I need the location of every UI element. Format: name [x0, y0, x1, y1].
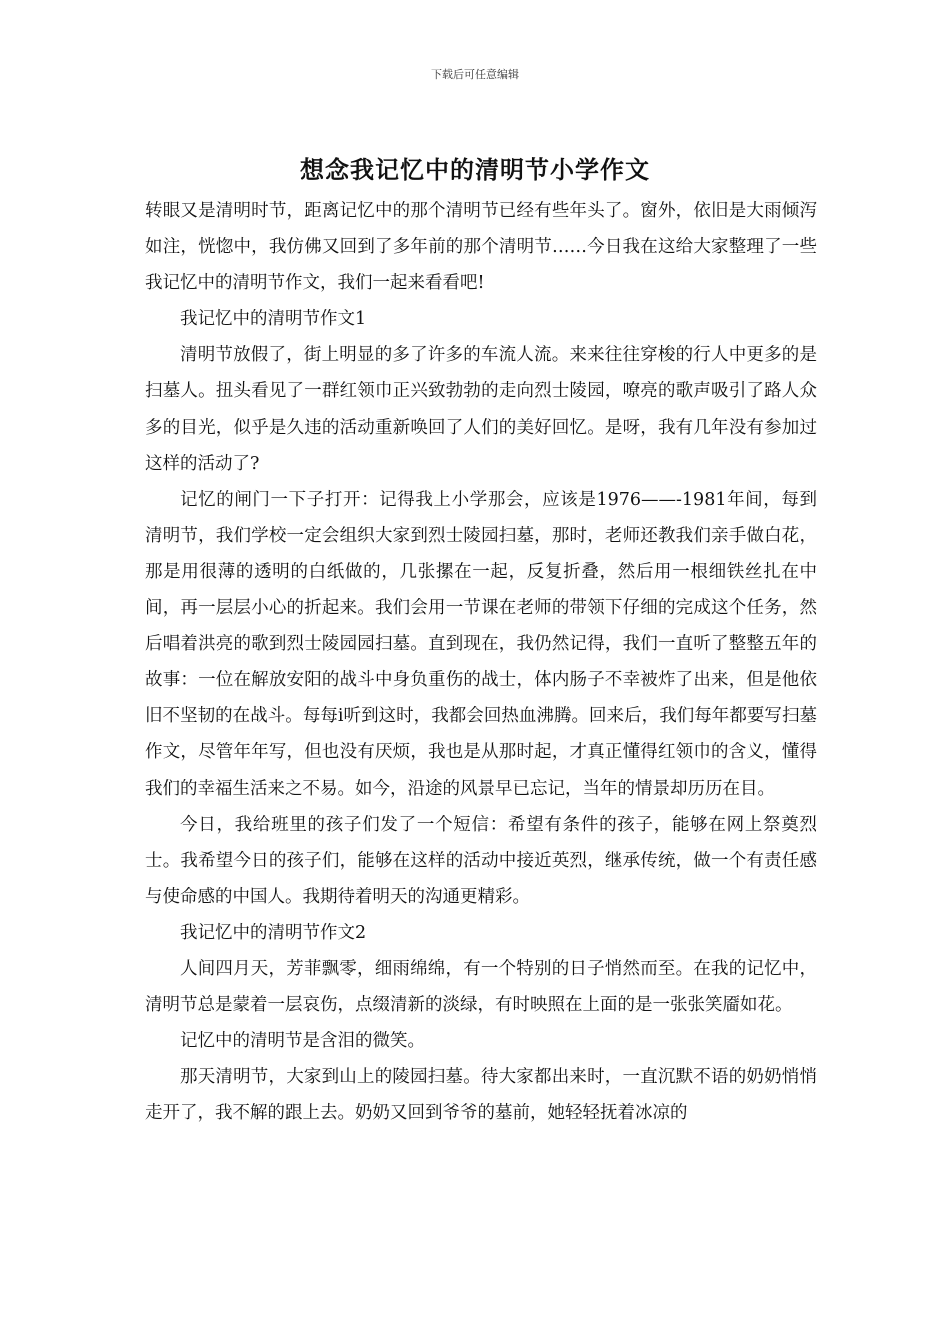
section-heading-1: 我记忆中的清明节作文1: [180, 309, 367, 330]
paragraph: 今日，我给班里的孩子们发了一个短信：希望有条件的孩子，能够在网上祭奠烈士。我希望今日的孩子们，能够在这样的活动中接近英烈，继承传统，做一个有责任感与使命感的中国人。我期待着明天的沟通更精彩。: [145, 814, 817, 907]
paragraph: 清明节放假了，街上明显的多了许多的车流人流。来来往往穿梭的行人中更多的是扫墓人。扭头看见了一群红领巾正兴致勃勃的走向烈士陵园，嘹亮的歌声吸引了路人众多的目光，似乎是久违的活动重新唤回了人们的美好回忆。是呀，我有几年没有参加过这样的活动了?: [145, 345, 817, 474]
document-body: [145, 193, 817, 1131]
intro-paragraph: 转眼又是清明时节，距离记忆中的那个清明节已经有些年头了。窗外，依旧是大雨倾泻如注，恍惚中，我仿佛又回到了多年前的那个清明节……今日我在这给大家整理了一些我记忆中的清明节作文，我们一起来看看吧!: [145, 201, 817, 294]
paragraph: 记忆中的清明节是含泪的微笑。: [180, 1031, 425, 1052]
paragraph: 人间四月天，芳菲飘零，细雨绵绵，有一个特别的日子悄然而至。在我的记忆中，清明节总是蒙着一层哀伤，点缀清新的淡绿，有时映照在上面的是一张张笑靥如花。: [145, 958, 817, 1016]
header-note: 下载后可任意编辑: [431, 68, 519, 81]
document-title: 想念我记忆中的清明节小学作文: [300, 156, 650, 184]
paragraph: 记忆的闸门一下子打开：记得我上小学那会，应该是1976——-1981年间，每到清明节，我们学校一定会组织大家到烈士陵园扫墓，那时，老师还教我们亲手做白花，那是用很薄的透明的白纸做的，几张摞在一起，反复折叠，然后用一根细铁丝扎在中间，再一层层小心的折起来。我们会用一节课在老师的带领下仔细的完成这个任务，然后唱着洪亮的歌到烈士陵园园扫墓。直到现在，我仍然记得，我们一直听了整整五年的故事：一位在解放安阳的战斗中身负重伤的战士，体内肠子不幸被炸了出来，但是他依旧不坚韧的在战斗。每每i听到这时，我都会回热血沸腾。回来后，我们每年都要写扫墓作文，尽管年年写，但也没有厌烦，我也是从那时起，才真正懂得红领巾的含义，懂得我们的幸福生活来之不易。如今，沿途的风景早已忘记，当年的情景却历历在目。: [145, 489, 817, 799]
paragraph: 那天清明节，大家到山上的陵园扫墓。待大家都出来时，一直沉默不语的奶奶悄悄走开了，我不解的跟上去。奶奶又回到爷爷的墓前，她轻轻抚着冰凉的: [145, 1067, 817, 1124]
section-heading-2: 我记忆中的清明节作文2: [180, 922, 367, 943]
